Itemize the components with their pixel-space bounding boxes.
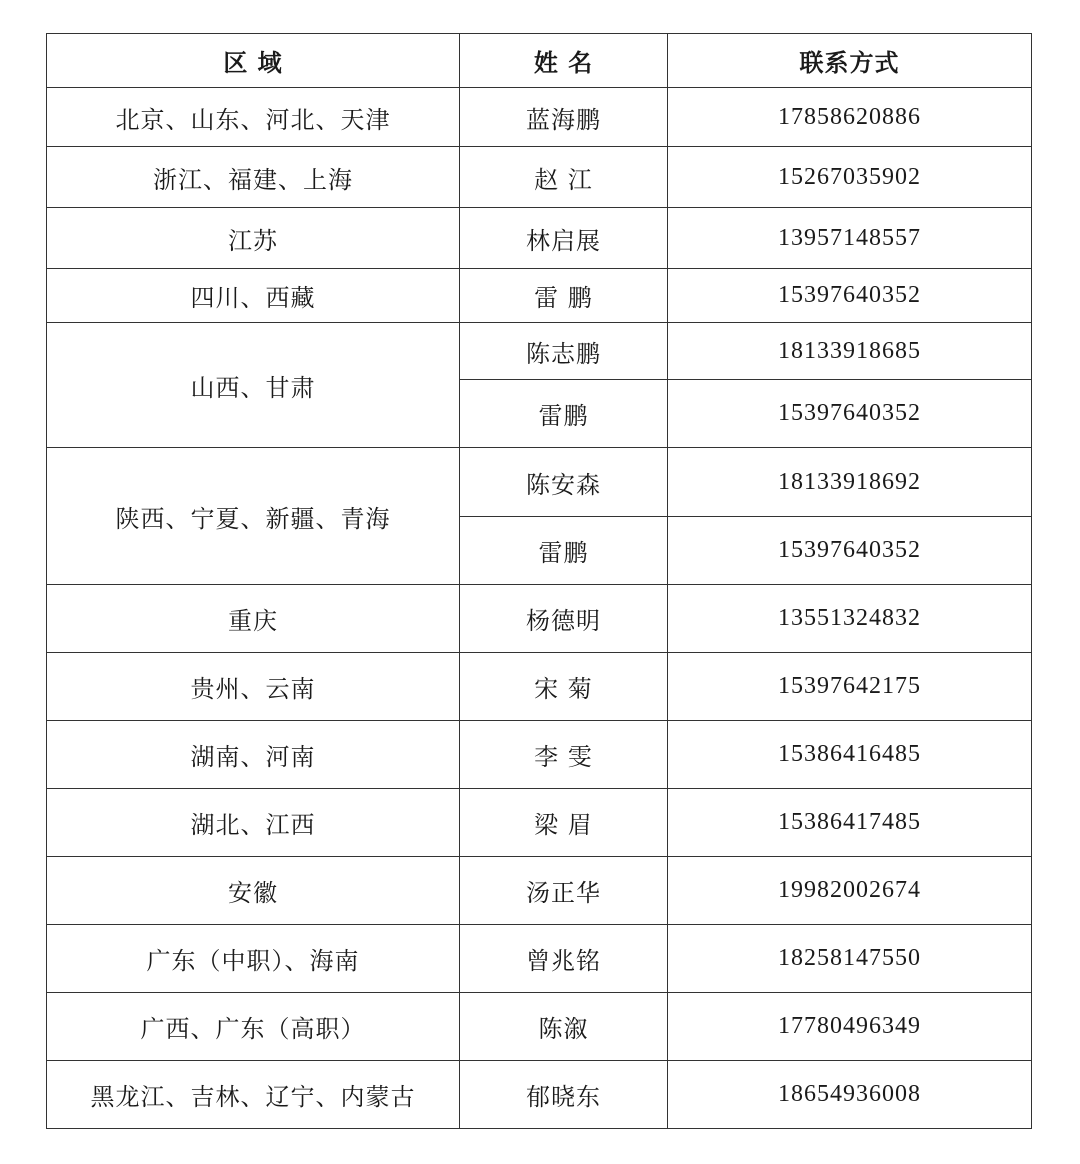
region-cell: 广东（中职）、海南	[47, 925, 460, 993]
name-cell: 曾兆铭	[460, 925, 668, 993]
table-row	[47, 857, 1032, 925]
header-region: 区 域	[47, 34, 460, 88]
table-row	[47, 925, 1032, 993]
phone-cell: 15267035902	[668, 147, 1032, 208]
phone-cell: 18654936008	[668, 1061, 1032, 1129]
name-cell: 蓝海鹏	[460, 88, 668, 147]
phone-cell: 15397640352	[668, 380, 1032, 448]
phone-cell: 19982002674	[668, 857, 1032, 925]
phone-cell: 15386417485	[668, 789, 1032, 857]
phone-cell: 13551324832	[668, 585, 1032, 653]
phone-cell: 15397640352	[668, 517, 1032, 585]
phone-cell: 13957148557	[668, 208, 1032, 269]
table-row	[47, 653, 1032, 721]
header-row	[47, 34, 1032, 88]
phone-cell: 18133918692	[668, 448, 1032, 517]
region-cell: 浙江、福建、上海	[47, 147, 460, 208]
phone-cell: 17858620886	[668, 88, 1032, 147]
phone-cell: 15386416485	[668, 721, 1032, 789]
name-cell: 梁 眉	[460, 789, 668, 857]
table-row	[47, 721, 1032, 789]
name-cell: 雷 鹏	[460, 269, 668, 323]
name-cell: 杨德明	[460, 585, 668, 653]
name-cell: 宋 菊	[460, 653, 668, 721]
phone-cell: 18258147550	[668, 925, 1032, 993]
table-row	[47, 789, 1032, 857]
name-cell: 陈安森	[460, 448, 668, 517]
table-row	[47, 147, 1032, 208]
name-cell: 郁晓东	[460, 1061, 668, 1129]
region-cell: 广西、广东（高职）	[47, 993, 460, 1061]
name-cell: 赵 江	[460, 147, 668, 208]
region-cell: 山西、甘肃	[47, 323, 460, 448]
region-cell: 重庆	[47, 585, 460, 653]
name-cell: 陈志鹏	[460, 323, 668, 380]
header-contact: 联系方式	[668, 34, 1032, 88]
name-cell: 陈溆	[460, 993, 668, 1061]
region-cell: 北京、山东、河北、天津	[47, 88, 460, 147]
name-cell: 雷鹏	[460, 380, 668, 448]
name-cell: 汤正华	[460, 857, 668, 925]
table-row	[47, 323, 1032, 380]
phone-cell: 18133918685	[668, 323, 1032, 380]
region-cell: 贵州、云南	[47, 653, 460, 721]
table-row	[47, 88, 1032, 147]
region-cell: 安徽	[47, 857, 460, 925]
phone-cell: 15397640352	[668, 269, 1032, 323]
region-cell: 四川、西藏	[47, 269, 460, 323]
name-cell: 林启展	[460, 208, 668, 269]
table-row	[47, 993, 1032, 1061]
region-cell: 湖北、江西	[47, 789, 460, 857]
name-cell: 李 雯	[460, 721, 668, 789]
table-row	[47, 269, 1032, 323]
table-row	[47, 1061, 1032, 1129]
phone-cell: 15397642175	[668, 653, 1032, 721]
region-cell: 江苏	[47, 208, 460, 269]
region-cell: 湖南、河南	[47, 721, 460, 789]
table-row	[47, 208, 1032, 269]
table-row	[47, 448, 1032, 517]
name-cell: 雷鹏	[460, 517, 668, 585]
table-row	[47, 585, 1032, 653]
header-name: 姓 名	[460, 34, 668, 88]
region-cell: 陕西、宁夏、新疆、青海	[47, 448, 460, 585]
region-cell: 黑龙江、吉林、辽宁、内蒙古	[47, 1061, 460, 1129]
contacts-table	[46, 33, 1032, 1129]
phone-cell: 17780496349	[668, 993, 1032, 1061]
